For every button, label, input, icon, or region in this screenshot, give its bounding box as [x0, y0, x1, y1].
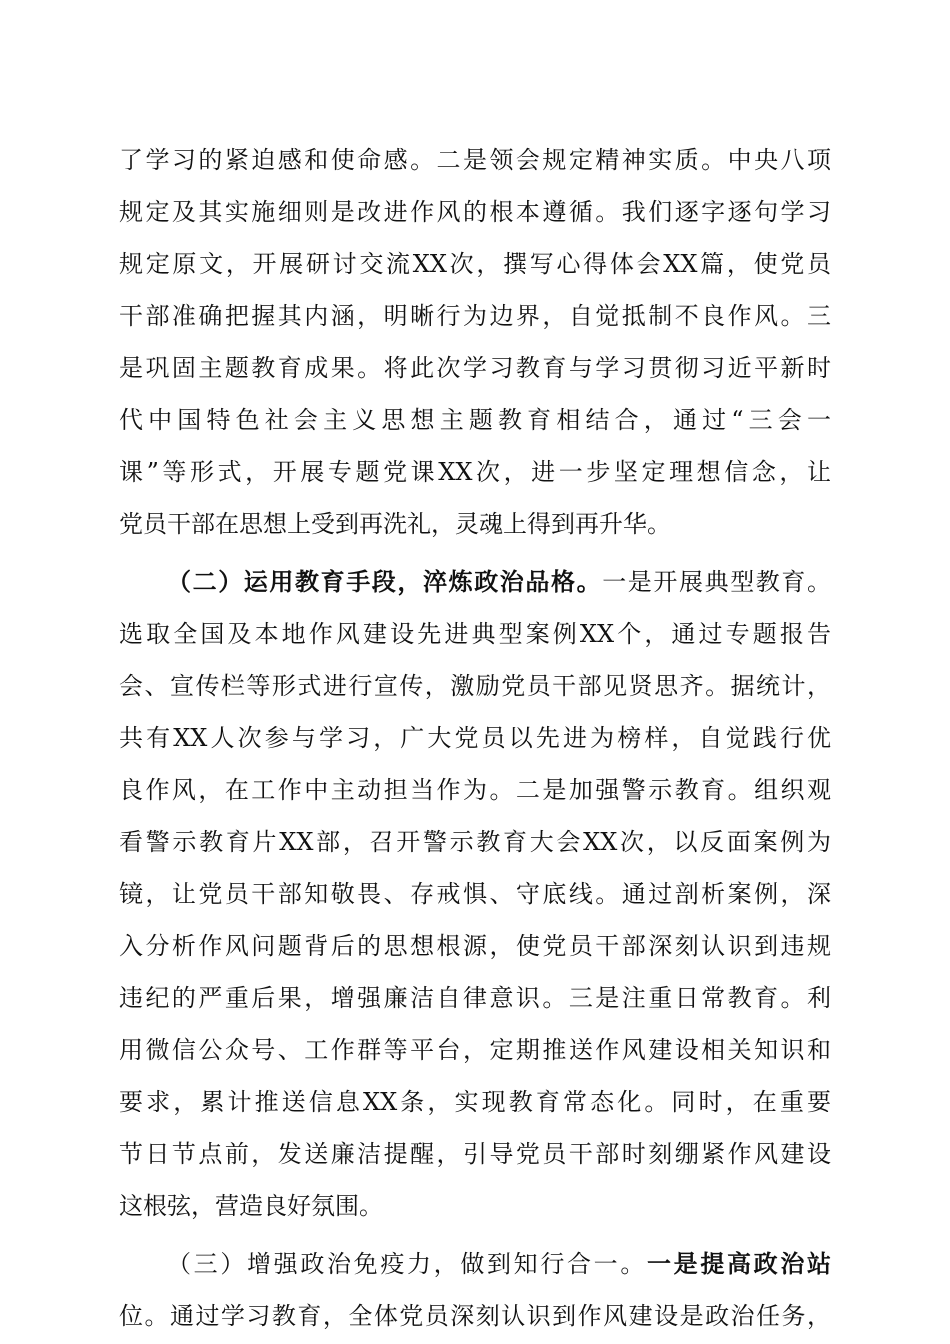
paragraph-2-line-2: 选取全国及本地作风建设先进典型案例XX个，通过专题报告	[119, 620, 831, 648]
paragraph-1-line-4: 干部准确把握其内涵，明晰行为边界，自觉抵制不良作风。三	[119, 302, 831, 330]
paragraph-1-line-5: 是巩固主题教育成果。将此次学习教育与学习贯彻习近平新时	[119, 354, 831, 382]
section-heading-3: （三）增强政治免疫力，做到知行合一。	[167, 1250, 647, 1278]
paragraph-2-line-8: 入分析作风问题背后的思想根源，使党员干部深刻认识到违规	[119, 932, 831, 960]
paragraph-3-line-2: 位。通过学习教育，全体党员深刻认识到作风建设是政治任务，	[119, 1302, 831, 1330]
paragraph-2-first-line-rest: 一是开展典型教育。	[602, 568, 832, 596]
paragraph-1-line-1: 了学习的紧迫感和使命感。二是领会规定精神实质。中央八项	[119, 146, 831, 174]
paragraph-2-line-4: 共有XX人次参与学习，广大党员以先进为榜样，自觉践行优	[119, 724, 831, 752]
paragraph-2-line-6: 看警示教育片XX部，召开警示教育大会XX次，以反面案例为	[119, 828, 831, 856]
paragraph-2-line-7: 镜，让党员干部知敬畏、存戒惧、守底线。通过剖析案例，深	[119, 880, 831, 908]
paragraph-2-line-10: 用微信公众号、工作群等平台，定期推送作风建设相关知识和	[119, 1036, 831, 1064]
paragraph-2-line-11: 要求，累计推送信息XX条，实现教育常态化。同时，在重要	[119, 1088, 831, 1116]
paragraph-2-line-13: 这根弦，营造良好氛围。	[119, 1192, 383, 1220]
paragraph-3-first-line-rest: 一是提高政治站	[647, 1249, 831, 1278]
paragraph-1-line-3: 规定原文，开展研讨交流XX次，撰写心得体会XX篇，使党员	[119, 250, 831, 278]
paragraph-3-first-line	[167, 1244, 831, 1284]
paragraph-2-line-9: 违纪的严重后果，增强廉洁自律意识。三是注重日常教育。利	[119, 984, 831, 1012]
paragraph-1-line-6: 代中国特色社会主义思想主题教育相结合，通过“三会一	[119, 406, 831, 434]
paragraph-2-line-5: 良作风，在工作中主动担当作为。二是加强警示教育。组织观	[119, 776, 831, 804]
paragraph-1-line-8: 党员干部在思想上受到再洗礼，灵魂上得到再升华。	[119, 510, 671, 538]
paragraph-1-line-7: 课”等形式，开展专题党课XX次，进一步坚定理想信念，让	[119, 458, 831, 486]
paragraph-2-first-line	[167, 562, 831, 602]
paragraph-2-line-12: 节日节点前，发送廉洁提醒，引导党员干部时刻绷紧作风建设	[119, 1140, 831, 1168]
paragraph-2-line-3: 会、宣传栏等形式进行宣传，激励党员干部见贤思齐。据统计，	[119, 672, 831, 700]
paragraph-1-line-2: 规定及其实施细则是改进作风的根本遵循。我们逐字逐句学习	[119, 198, 831, 226]
section-heading-2: （二）运用教育手段，淬炼政治品格。	[167, 567, 603, 596]
